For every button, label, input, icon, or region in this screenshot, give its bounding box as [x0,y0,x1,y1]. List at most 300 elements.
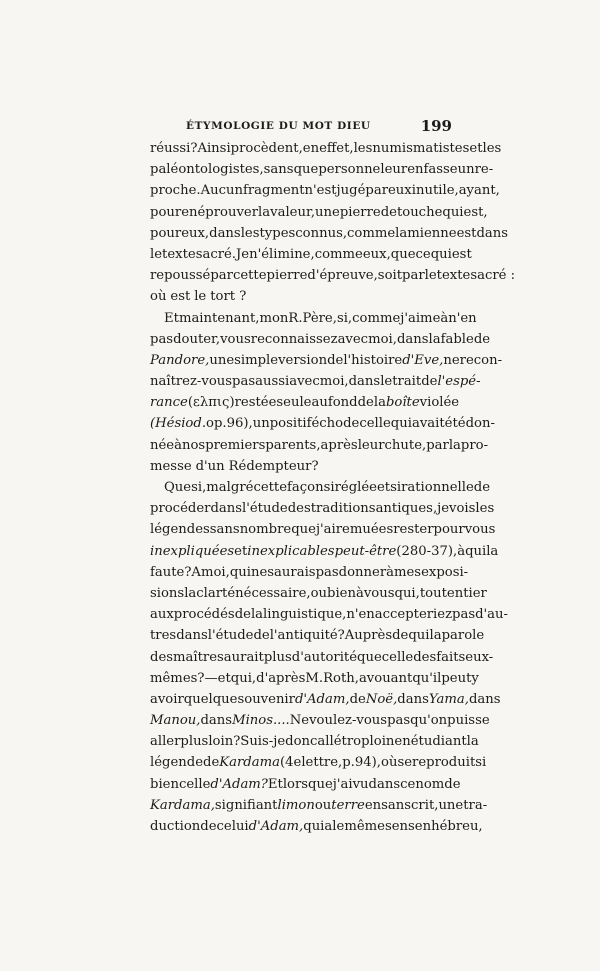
word: et [234,543,248,559]
word: Ne [289,713,310,729]
word: de [473,480,490,495]
word: les [475,501,495,517]
text-line [150,350,503,371]
word: j'ai [332,776,353,792]
text-line [150,689,501,710]
word: n'en [346,607,375,623]
word: été [444,416,466,432]
word: l'antiquité? [269,628,345,644]
word: l'étude [242,501,288,517]
word: moi, [200,564,230,580]
word: faits [436,649,466,665]
word: ou [314,797,332,813]
word: n'en [448,310,477,326]
word: après [320,437,358,453]
word: quelque [183,691,238,707]
word: simple [234,352,279,368]
word: mêmes? [150,670,205,686]
word: sanscrit, [381,797,439,813]
word: qui [408,628,430,644]
word: qui, [394,585,420,601]
word: tout [419,585,447,601]
word: 96), [226,416,253,432]
word: ) [229,395,235,411]
word: malgré [206,480,254,495]
word: la [373,395,386,411]
word: Minos.... [232,713,290,729]
word: les [240,225,260,241]
word: sacré : [470,268,516,284]
word: nécessaire, [235,585,311,601]
word: dans [348,374,381,390]
word: fable [440,331,474,347]
word: ( [187,395,194,411]
word: douter, [173,331,221,347]
word: aller [150,734,181,750]
word: à [355,585,364,601]
word: nombre [239,522,292,538]
word: par [426,437,449,453]
text-line [150,604,508,625]
word: nos [181,437,206,453]
word: valeur, [270,204,316,220]
word: (4e [279,755,302,771]
word: parole [441,628,485,644]
word: dans [209,225,241,241]
word: re- [474,162,494,178]
word: cette [232,268,267,284]
word: duction [150,819,201,834]
word: un [252,416,270,432]
word: terre [331,797,365,813]
word: Roth, [323,670,359,686]
word: que [291,522,316,538]
word: recon- [459,352,503,368]
page-number: 199 [420,117,452,135]
word: comme [314,246,363,262]
word: antiques, [375,501,438,517]
word: violée [419,395,460,411]
word: je [437,501,450,517]
word: restée [234,395,277,411]
word: qui [303,819,325,834]
word: M. [305,670,324,686]
word: procèdent, [230,141,303,156]
word: l'espé- [437,374,481,390]
word: de [200,819,217,834]
word: dans [397,691,429,707]
text-line [150,668,479,689]
word: de [234,607,251,623]
word: pas [315,564,339,580]
word: A [191,564,201,580]
word: naîtrez-vous [150,374,233,390]
word: aux [150,607,174,623]
word: qui [465,543,487,559]
word: eux, [362,246,391,262]
text-line [150,202,488,223]
word: de [253,628,270,644]
word: la [429,628,442,644]
word: a [324,819,333,834]
word: pour [150,225,182,241]
word: qu'on [410,713,448,729]
word: dans [210,501,243,517]
word: 94), [354,755,381,771]
word: de [327,352,344,368]
word: remuées [335,522,394,538]
word: Pandore, [150,352,210,368]
word: d'Adam? [210,776,268,792]
word: pas [150,331,174,347]
word: n'est [304,183,337,199]
word: Rédempteur? [228,458,319,474]
word: le [150,246,163,262]
word: de [343,416,360,432]
word: (280-37), [396,543,458,559]
word: peut [441,670,472,686]
word: aussi [255,374,290,390]
word: inexplicables [247,543,335,559]
text-line [150,731,479,752]
word: d'après [256,670,306,686]
word: même [344,819,385,834]
word: aurait [223,649,264,665]
word: comme [347,225,396,241]
word: Ainsi [197,141,231,156]
word: celui [216,819,249,834]
word: clarté [196,585,236,601]
text-line [150,562,469,583]
word: le [424,268,437,284]
word: Noë, [365,691,398,707]
word: de [357,395,374,411]
word: exposi- [421,564,469,580]
word: tort ? [210,289,247,305]
word: au [311,395,328,411]
word: reconnaissez [250,331,338,347]
word: ce [400,776,416,792]
word: si, [336,310,353,326]
text-line [150,541,499,562]
text-line [150,223,509,244]
word: trop [341,734,370,750]
word: dans [176,628,208,644]
word: proche. [150,183,201,199]
word: premiers [205,437,266,453]
text-line [150,413,495,434]
word: p. [342,755,355,771]
word: la [395,225,408,241]
word: le [332,819,345,834]
word: plus [263,649,292,665]
word: effet, [319,141,354,156]
word: n'élimine, [249,246,315,262]
word: mes [394,564,422,580]
word: signifiant [214,797,278,813]
word: paléontologistes, [150,162,264,178]
word: ελπις [193,395,230,411]
word: vous [220,331,251,347]
word: Kardama [219,755,280,771]
word: jugé [336,183,366,199]
word: moi, [319,374,349,390]
word: pas [452,607,476,623]
word: soit [377,268,403,284]
word: de [444,776,461,792]
word: version [278,352,328,368]
text-line [150,519,496,540]
word: souvenir [237,691,295,707]
word: y [471,670,479,686]
word: de [203,755,220,771]
word: lettre, [301,755,343,771]
word: sacré. [195,246,237,262]
word: seule [276,395,312,411]
word: façon [287,480,324,495]
word: ne [250,564,268,580]
word: fond [327,395,358,411]
word: qu'il [412,670,442,686]
word: loin [369,734,395,750]
word: sens [384,819,415,834]
word: Et [164,310,179,326]
word: Père, [302,310,337,326]
word: les [353,141,373,156]
word: en [414,819,432,834]
word: des [150,649,174,665]
word: la [448,437,461,453]
word: que [390,246,416,262]
word: comme [352,310,401,326]
word: si [475,755,487,771]
word: Auprès [344,628,393,644]
word: étudiant [410,734,467,750]
word: sans [263,162,294,178]
word: des [287,501,311,517]
text-line [150,435,489,456]
word: est [451,246,472,262]
word: types [259,225,296,241]
word: tra- [463,797,488,813]
text-line [150,308,477,329]
word: en [394,734,411,750]
word: bien [150,776,179,792]
word: un [457,162,475,178]
word: si [390,480,402,495]
word: leur [380,162,408,178]
word: texte [162,246,196,262]
word: l'histoire [343,352,403,368]
word: ce [415,246,431,262]
word: rester [393,522,434,538]
word: donc [285,734,318,750]
text-line [150,795,488,816]
word: se [397,755,413,771]
word: avec [289,374,320,390]
word: une [209,352,235,368]
text-line [150,498,495,519]
text-line [150,647,494,668]
word: Que [164,480,192,495]
text-line [150,244,472,265]
text-line [150,392,460,413]
word: hébreu, [431,819,483,834]
word: (Hésiod. [150,416,207,432]
word: est [170,289,191,305]
word: si [323,480,335,495]
word: de [421,374,438,390]
word: messe [150,458,192,474]
word: la [250,607,264,623]
word: que [357,649,382,665]
word: la [428,331,441,347]
word: repoussé [150,268,211,284]
word: peut-être [334,543,397,559]
word: qui [442,204,464,220]
word: vous [363,585,395,601]
word: de [349,691,366,707]
text-line [150,456,452,477]
word: de [392,628,409,644]
text-line [150,180,500,201]
word: des [413,649,437,665]
text-line [150,329,491,350]
word: pas [232,374,256,390]
word: reproduit [412,755,476,771]
word: Et [267,776,283,792]
word: d'autorité [291,649,358,665]
word: pour [433,522,465,538]
word: dans [468,691,501,707]
word: que [293,162,319,178]
word: ne [443,352,460,368]
word: cette [253,480,288,495]
word: le [380,374,393,390]
text-line [150,286,452,307]
word: à [386,564,394,580]
word: limon [277,797,315,813]
word: celle [359,416,391,432]
word: réussi? [150,141,198,156]
word: bien [327,585,356,601]
word: vous [464,522,496,538]
body-text [150,138,516,837]
word: tres [150,628,177,644]
word: entier [446,585,487,601]
word: inutile, [411,183,459,199]
word: légende [150,755,204,771]
word: fragment [242,183,305,199]
word: accepteriez [374,607,453,623]
word: la [258,204,271,220]
word: légendes [150,522,210,538]
word: réglée [334,480,377,495]
word: la [466,734,479,750]
word: où [381,755,398,771]
word: procédés [173,607,235,623]
word: et [376,480,391,495]
word: Kardama, [150,797,215,813]
word: R. [288,310,303,326]
word: les [482,141,502,156]
word: sans [209,522,240,538]
word: op. [206,416,227,432]
word: mon [259,310,289,326]
word: pas [387,713,411,729]
text-line [150,816,483,837]
word: touche [396,204,443,220]
word: numismatistes [372,141,470,156]
word: celle [178,776,211,792]
word: avouant [358,670,413,686]
word: qui, [230,670,257,686]
word: par [365,183,388,199]
word: une [315,204,340,220]
word: rationnelle [401,480,474,495]
word: Manou, [150,713,201,729]
word: dans [200,713,233,729]
word: en [181,204,198,220]
word: procéder [150,501,211,517]
word: de [473,331,491,347]
text-line [150,583,487,604]
word: d'Adam, [248,819,304,834]
text-line [150,371,481,392]
text-line [150,752,487,773]
page-header [150,118,452,134]
word: d'au- [475,607,508,623]
word: eux, [181,225,210,241]
word: boîte [385,395,420,411]
word: donner [338,564,387,580]
word: texte [436,268,471,284]
word: si, [191,480,207,495]
word: celle [381,649,414,665]
word: ayant, [458,183,500,199]
word: pierre [339,204,381,220]
running-head: ÉTYMOLOGIE DU MOT DIEU [186,120,371,132]
word: de [380,204,397,220]
word: rance [150,395,188,411]
word: plus [180,734,209,750]
word: d'Adam, [294,691,350,707]
word: nom [415,776,445,792]
word: traditions [310,501,376,517]
word: eux- [465,649,494,665]
word: parents, [265,437,321,453]
word: personne [318,162,381,178]
word: saurais [267,564,316,580]
word: pour [150,204,182,220]
word: qui [390,416,412,432]
text-line [150,710,490,731]
word: une [438,797,464,813]
word: dans [476,225,509,241]
word: le [194,289,207,305]
word: en [407,162,424,178]
word: loin? [208,734,241,750]
word: la [486,543,499,559]
text-line [150,265,516,286]
word: fasse [423,162,458,178]
word: née [150,437,175,453]
word: Je [236,246,250,262]
word: écho [311,416,344,432]
word: Suis-je [240,734,286,750]
word: trait [392,374,422,390]
word: faute? [150,564,192,580]
